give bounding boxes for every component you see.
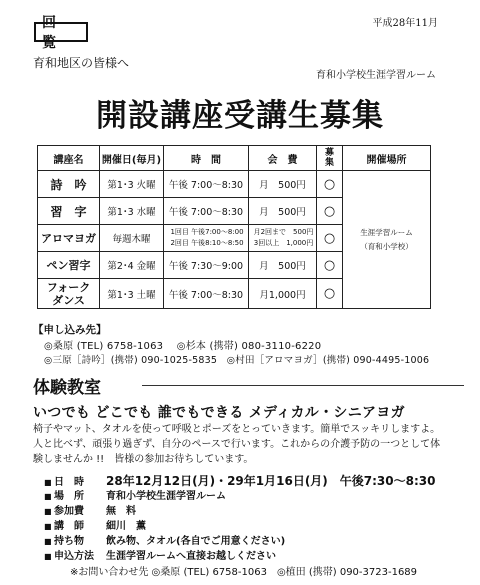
- course-fee: 月 500円: [249, 198, 317, 225]
- table-row: [38, 171, 431, 198]
- course-time: [164, 225, 249, 252]
- info-application: [44, 547, 276, 562]
- bullet-icon: ■: [44, 478, 52, 487]
- info-value: 飲み物、タオル(各自でご用意ください): [106, 536, 286, 547]
- course-time: 午後 7:00～8:30: [164, 198, 249, 225]
- apply-contact-line2: ◎三原［詩吟］(携帯) 090-1025-5835 ◎村田［アロマヨガ］(携帯) 090-4495-1006: [44, 355, 430, 366]
- page-title: 開設講座受講生募集: [96, 98, 384, 134]
- yoga-title: いつでも どこでも 誰でもできる メディカル・シニアヨガ: [33, 405, 405, 421]
- course-day: 第2･4 金曜: [100, 252, 164, 279]
- course-name: 詩 吟: [38, 171, 100, 198]
- info-label: 場 所: [54, 491, 84, 502]
- recruit-mark: ○: [317, 171, 343, 198]
- info-label: 参加費: [54, 506, 84, 517]
- recruit-mark: ○: [317, 225, 343, 252]
- recruit-mark: ○: [317, 198, 343, 225]
- course-time-second: 2回目 午後8:10～8:50: [170, 239, 244, 247]
- info-label: 講 師: [54, 521, 84, 532]
- apply-contact-line1: ◎桑原 (TEL) 6758-1063 ◎杉本 (携帯) 080-3110-6220: [44, 341, 322, 352]
- course-name: ペン習字: [38, 252, 100, 279]
- header-day: 開催日(毎月): [100, 146, 164, 171]
- trial-section-title: 体験教室: [33, 378, 101, 398]
- course-day: 第1･3 水曜: [100, 198, 164, 225]
- greeting: 育和地区の皆様へ: [33, 56, 130, 70]
- info-value: 無 料: [106, 506, 136, 517]
- info-label: 申込方法: [54, 551, 94, 562]
- info-value: 育和小学校生涯学習ルーム: [106, 491, 226, 502]
- info-label: 日 時: [54, 477, 84, 488]
- course-day: 毎週木曜: [100, 225, 164, 252]
- course-name-line2: ダンス: [52, 293, 85, 307]
- issue-date: 平成28年11月: [372, 18, 438, 29]
- description-line1: 椅子やマット、タオルを使って呼吸とポーズをとっていきます。簡単でスッキリしますよ。: [33, 424, 441, 435]
- bullet-icon: ■: [44, 537, 52, 546]
- info-belongings: [44, 532, 285, 547]
- course-name: 習 字: [38, 198, 100, 225]
- header-recruit: 募集: [317, 146, 343, 171]
- course-time: 午後 7:00～8:30: [164, 279, 249, 309]
- venue-name: 生涯学習ルーム: [360, 227, 413, 237]
- bullet-icon: ■: [44, 522, 52, 531]
- info-label: 持ち物: [54, 536, 84, 547]
- course-fee: 月 500円: [249, 171, 317, 198]
- info-value: 生涯学習ルームへ直接お越しください: [106, 551, 276, 562]
- apply-heading: 【申し込み先】: [33, 324, 107, 336]
- course-time: 午後 7:00～8:30: [164, 171, 249, 198]
- info-value: 細川 薫: [106, 521, 146, 532]
- bullet-icon: ■: [44, 507, 52, 516]
- course-fee: 月 500円: [249, 252, 317, 279]
- kairan-label: 回 覧: [34, 22, 88, 42]
- course-fee: 月1,000円: [249, 279, 317, 309]
- description-line3: 験しませんか !! 皆様の参加お待ちしています。: [33, 454, 254, 465]
- recruit-mark: ○: [317, 252, 343, 279]
- course-name-line1: フォーク: [46, 280, 91, 294]
- section-divider: [142, 385, 464, 386]
- bullet-icon: ■: [44, 492, 52, 501]
- venue-cell: [343, 171, 431, 309]
- course-fee-second: 3回以上 1,000円: [253, 239, 314, 247]
- course-table: [37, 145, 431, 309]
- table-header-row: [38, 146, 431, 171]
- header-venue: 開催場所: [343, 146, 431, 171]
- header-time: 時 間: [164, 146, 249, 171]
- course-time-first: 1回目 午後7:00～8:00: [170, 228, 244, 236]
- bullet-icon: ■: [44, 552, 52, 561]
- header-name: 講座名: [38, 146, 100, 171]
- info-instructor: [44, 517, 146, 532]
- course-fee-first: 月2回まで 500円: [253, 228, 314, 236]
- inquiry-contact: ※お問い合わせ先 ◎桑原 (TEL) 6758-1063 ◎植田 (携帯) 090-3723-1689: [70, 567, 418, 578]
- organization: 育和小学校生涯学習ルーム: [316, 70, 436, 81]
- course-name: アロマヨガ: [38, 225, 100, 252]
- course-day: 第1･3 土曜: [100, 279, 164, 309]
- header-fee: 会 費: [249, 146, 317, 171]
- course-fee: [249, 225, 317, 252]
- course-time: 午後 7:30～9:00: [164, 252, 249, 279]
- recruit-mark: ○: [317, 279, 343, 309]
- info-fee: [44, 502, 136, 517]
- course-day: 第1･3 火曜: [100, 171, 164, 198]
- info-value: 28年12月12日(月)・29年1月16日(月) 午後7:30～8:30: [106, 474, 436, 488]
- description-line2: 人と比べず、頑張り過ぎず、自分のペースで行います。これからの介護予防の一つとして体: [33, 439, 441, 450]
- venue-school: （育和小学校）: [360, 241, 413, 251]
- course-name: [38, 279, 100, 309]
- info-place: [44, 487, 226, 502]
